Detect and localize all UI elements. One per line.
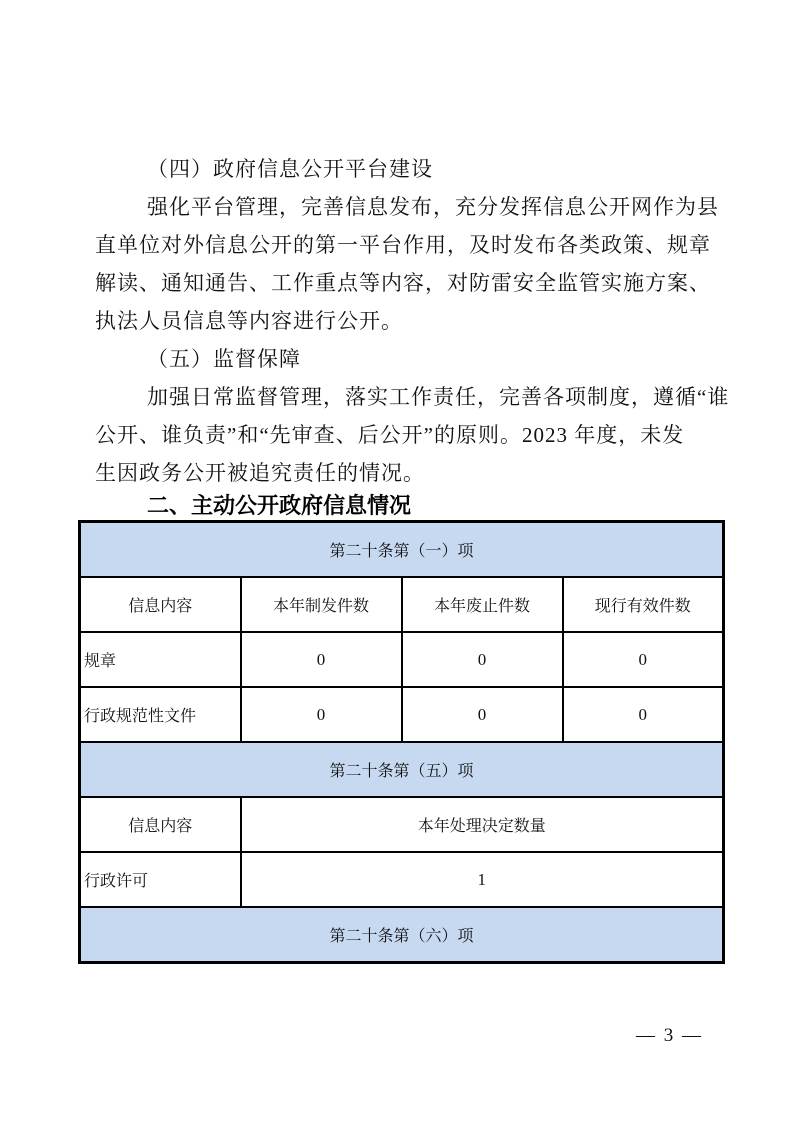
table-header-row-section2: [80, 797, 724, 852]
paragraph2-line3: 生因政务公开被追究责任的情况。: [95, 461, 425, 485]
table-row-regulations: [80, 632, 724, 687]
paragraph2-line2: 公开、谁负责”和“先审查、后公开”的原则。2023 年度，未发: [95, 423, 685, 447]
row-label-regulations: 规章: [80, 632, 241, 687]
normative-effective-count: 0: [563, 687, 724, 742]
normative-repealed-count: 0: [402, 687, 563, 742]
regulations-repealed-count: 0: [402, 632, 563, 687]
section-2-title: 二、主动公开政府信息情况: [147, 493, 412, 518]
body-text: [95, 150, 730, 520]
paragraph1-line3: 解读、通知通告、工作重点等内容，对防雷安全监管实施方案、: [95, 271, 711, 295]
row-label-normative-documents: 行政规范性文件: [80, 687, 241, 742]
normative-issued-count: 0: [241, 687, 402, 742]
table-header-row-section1: [80, 577, 724, 632]
header-currently-effective: 现行有效件数: [563, 577, 724, 632]
header-decisions-this-year: 本年处理决定数量: [241, 797, 724, 852]
header-info-content: 信息内容: [80, 577, 241, 632]
header-repealed-this-year: 本年废止件数: [402, 577, 563, 632]
header-issued-this-year: 本年制发件数: [241, 577, 402, 632]
paragraph1-line1: 强化平台管理，完善信息发布，充分发挥信息公开网作为县: [147, 195, 719, 219]
band-article20-item6: 第二十条第（六）项: [80, 907, 724, 963]
regulations-issued-count: 0: [241, 632, 402, 687]
administrative-license-count: 1: [241, 852, 724, 907]
table-band-row-article20-item6: [80, 907, 724, 963]
disclosure-statistics-table: [78, 520, 725, 964]
page-number: — 3 —: [636, 1025, 703, 1046]
section-heading-5: （五）监督保障: [147, 347, 301, 371]
paragraph2-line1: 加强日常监督管理，落实工作责任，完善各项制度，遵循“谁: [147, 385, 730, 409]
band-article20-item5: 第二十条第（五）项: [80, 742, 724, 797]
section-heading-4: （四）政府信息公开平台建设: [147, 157, 433, 181]
paragraph1-line4: 执法人员信息等内容进行公开。: [95, 309, 403, 333]
row-label-administrative-license: 行政许可: [80, 852, 241, 907]
table-row-normative-documents: [80, 687, 724, 742]
regulations-effective-count: 0: [563, 632, 724, 687]
band-article20-item1: 第二十条第（一）项: [80, 522, 724, 578]
table-band-row-article20-item5: [80, 742, 724, 797]
paragraph1-line2: 直单位对外信息公开的第一平台作用，及时发布各类政策、规章: [95, 233, 711, 257]
table-band-row-article20-item1: [80, 522, 724, 578]
header-info-content-2: 信息内容: [80, 797, 241, 852]
table-row-administrative-license: [80, 852, 724, 907]
